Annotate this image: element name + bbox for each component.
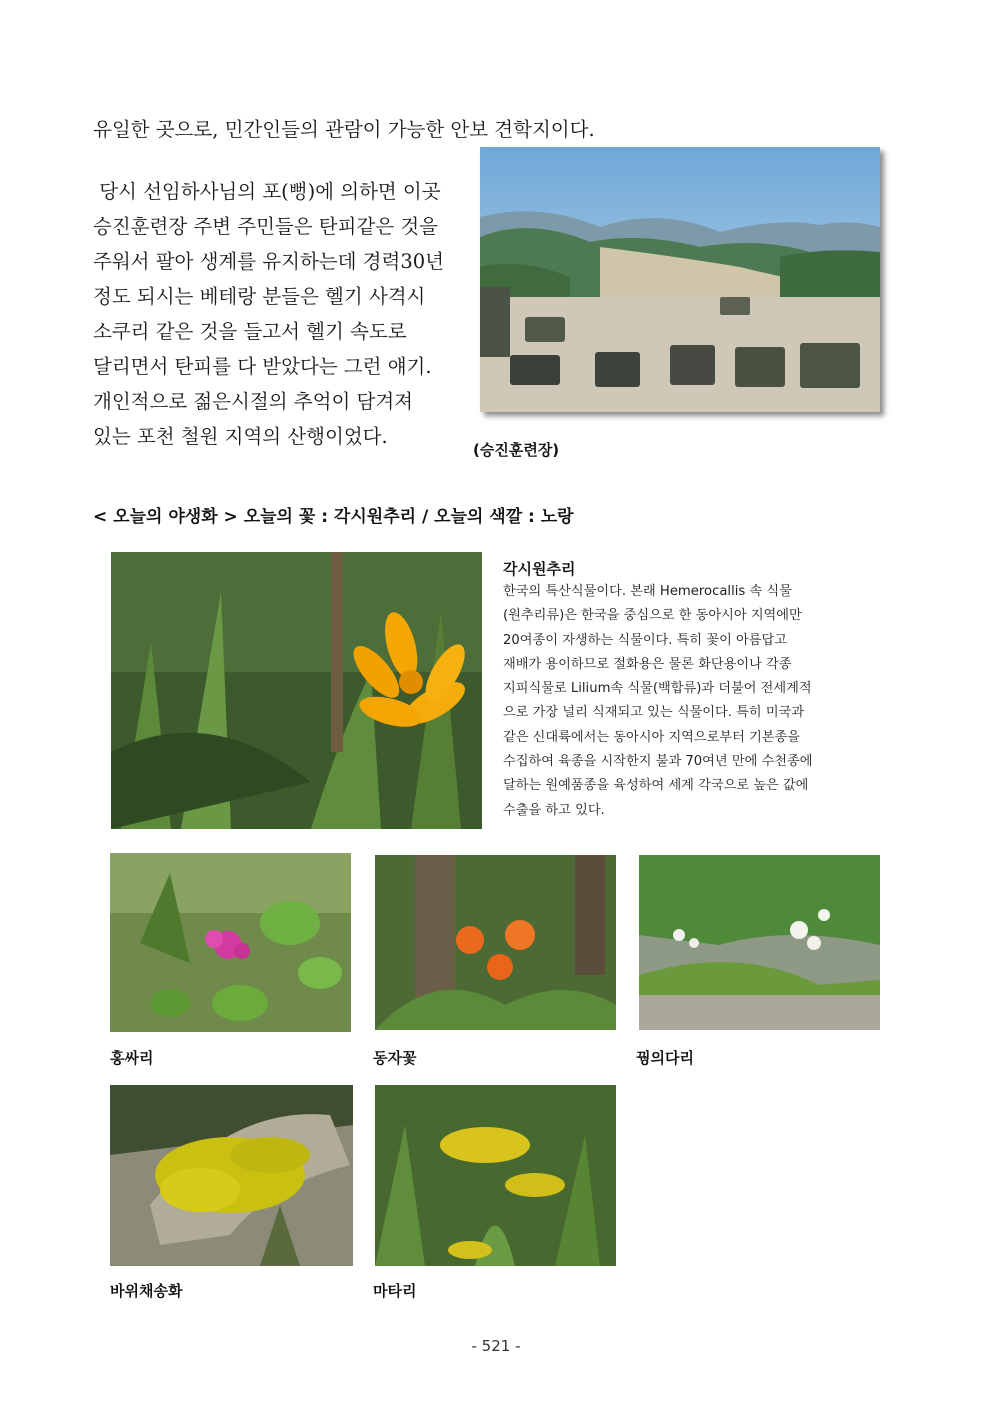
training-photo-caption: (승진훈련장) bbox=[473, 441, 560, 459]
gallery-photo-dongjakkot bbox=[375, 855, 616, 1030]
description-line: 재배가 용이하므로 절화용은 물론 화단용이나 각종 bbox=[503, 656, 792, 672]
description-line: (원추리류)은 한국을 중심으로 한 동아시아 지역에만 bbox=[503, 608, 802, 624]
description-line: 수출을 하고 있다. bbox=[503, 802, 605, 818]
featured-flower-description bbox=[503, 580, 812, 823]
featured-flower-title: 각시원추리 bbox=[503, 560, 576, 578]
description-line: 으로 가장 널리 식재되고 있는 식물이다. 특히 미국과 bbox=[503, 705, 805, 721]
description-line: 지피식물로 Lilium속 식물(백합류)과 더불어 전세계적 bbox=[503, 681, 812, 697]
story-line: 승진훈련장 주변 주민들은 탄피같은 것을 bbox=[93, 215, 439, 238]
page-number: - 521 - bbox=[471, 1337, 521, 1355]
gallery-photo-bawichaesonghwa bbox=[110, 1085, 353, 1266]
description-line: 20여종이 자생하는 식물이다. 특히 꽃이 아름답고 bbox=[503, 632, 787, 648]
story-line: 정도 되시는 베테랑 분들은 헬기 사격시 bbox=[93, 285, 426, 308]
story-line: 주워서 팔아 생계를 유지하는데 경력30년 bbox=[93, 250, 444, 273]
story-line: 달리면서 탄피를 다 받았다는 그런 얘기. bbox=[93, 355, 432, 378]
story-line: 소쿠리 같은 것을 들고서 헬기 속도로 bbox=[93, 320, 407, 343]
gallery-caption: 꿩의다리 bbox=[636, 1049, 694, 1067]
story-line: 개인적으로 젊은시절의 추억이 담겨져 bbox=[93, 390, 413, 413]
gallery-caption: 동자꽃 bbox=[373, 1049, 417, 1067]
description-line: 한국의 특산식물이다. 본래 Hemerocallis 속 식물 bbox=[503, 584, 792, 599]
story-paragraph bbox=[93, 174, 444, 454]
description-line: 수집하여 육종을 시작한지 불과 70여년 만에 수천종에 bbox=[503, 754, 813, 770]
description-line: 같은 신대륙에서는 동아시아 지역으로부터 기본종을 bbox=[503, 729, 801, 745]
description-line: 달하는 원예품종을 육성하여 세계 각국으로 높은 값에 bbox=[503, 778, 809, 794]
gallery-caption: 홍싸리 bbox=[110, 1049, 154, 1067]
gallery-caption: 마타리 bbox=[373, 1282, 417, 1300]
gallery-caption: 바위채송화 bbox=[110, 1282, 183, 1300]
story-line: 있는 포천 철원 지역의 산행이었다. bbox=[93, 425, 388, 448]
intro-line: 유일한 곳으로, 민간인들의 관람이 가능한 안보 견학지이다. bbox=[93, 118, 595, 141]
gallery-photo-kkwongeuidari bbox=[639, 855, 880, 1030]
featured-flower-photo bbox=[111, 552, 482, 829]
story-line: 당시 선임하사님의 포(뻥)에 의하면 이곳 bbox=[93, 180, 441, 203]
gallery-photo-matari bbox=[375, 1085, 616, 1266]
training-ground-photo bbox=[480, 147, 880, 412]
gallery-photo-hongssari bbox=[110, 853, 351, 1032]
section-heading: < 오늘의 야생화 > 오늘의 꽃 : 각시원추리 / 오늘의 색깔 : 노랑 bbox=[93, 507, 574, 527]
